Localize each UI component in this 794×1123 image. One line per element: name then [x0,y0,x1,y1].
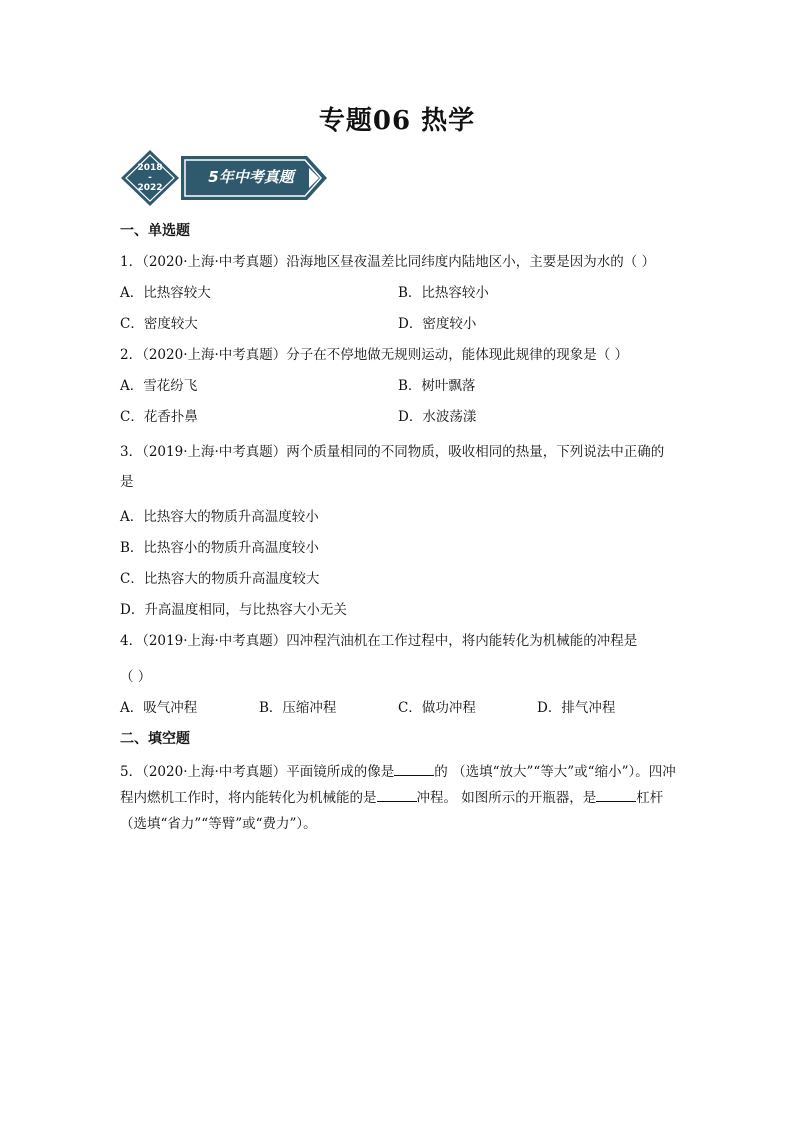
q2-option-c: C．花香扑鼻 [120,409,198,425]
q2-option-b: B．树叶飘落 [398,378,476,394]
question-4-answer-paren: （ ） [120,669,152,685]
badge-year-start: 2018 [137,163,163,173]
q5-text-4: 杠杆（选填“省力”“等臂”或“费力”）。 [120,790,664,832]
question-3: 3．（2019·上海·中考真题）两个质量相同的不同物质，吸收相同的热量，下列说法中正确的是 [120,444,665,490]
q1-option-b: B．比热容较小 [398,285,489,301]
q3-option-c: C．比热容大的物质升高温度较大 [120,571,320,587]
q2-option-a: A．雪花纷飞 [120,378,198,394]
q5-text-1: 5．（2020·上海·中考真题）平面镜所成的像是 [120,764,395,780]
badge-year-end: 2022 [137,183,163,193]
q5-text-2: 的 （选填“放大”“等大”或“缩小”）。四冲程内燃机工作时，将内能转化为机械能的是 [120,764,676,806]
q4-option-b: B．压缩冲程 [259,700,337,716]
question-2: 2．（2020·上海·中考真题）分子在不停地做无规则运动，能体现此规律的现象是（ ） [120,347,629,363]
q3-option-d: D．升高温度相同，与比热容大小无关 [120,602,347,618]
q1-option-a: A．比热容较大 [120,285,211,301]
q3-option-a: A．比热容大的物质升高温度较小 [120,509,319,525]
q4-option-d: D．排气冲程 [537,700,616,716]
q2-option-d: D．水波荡漾 [398,409,477,425]
badge-label: 5年中考真题 [208,168,294,186]
q5-text-3: 冲程。 如图所示的开瓶器，是 [416,790,597,806]
question-list [120,220,676,837]
section-heading-fill-blank: 二、填空题 [120,731,190,747]
q5-blank-2[interactable] [377,787,417,802]
page-title: 专题06 热学 [318,106,476,136]
question-3-options [120,506,676,621]
q3-option-b: B．比热容小的物质升高温度较小 [120,540,319,556]
q5-blank-3[interactable] [596,787,636,802]
section-heading-single-choice: 一、单选题 [120,223,190,239]
question-1-options [120,282,676,335]
question-4-options [120,697,676,719]
q4-option-a: A．吸气冲程 [120,700,198,716]
badge-years [121,150,179,206]
exam-badge [121,150,331,206]
q1-option-d: D．密度较小 [398,316,477,332]
question-1: 1．（2020·上海·中考真题）沿海地区昼夜温差比同纬度内陆地区小，主要是因为水的（ ） [120,254,656,270]
question-2-options [120,375,676,428]
question-5 [120,759,676,837]
q5-blank-1[interactable] [394,761,434,776]
badge-dash: - [148,173,152,183]
q1-option-c: C．密度较大 [120,316,198,332]
q4-option-c: C．做功冲程 [398,700,476,716]
question-4: 4．（2019·上海·中考真题）四冲程汽油机在工作过程中，将内能转化为机械能的冲程是 [120,633,638,649]
